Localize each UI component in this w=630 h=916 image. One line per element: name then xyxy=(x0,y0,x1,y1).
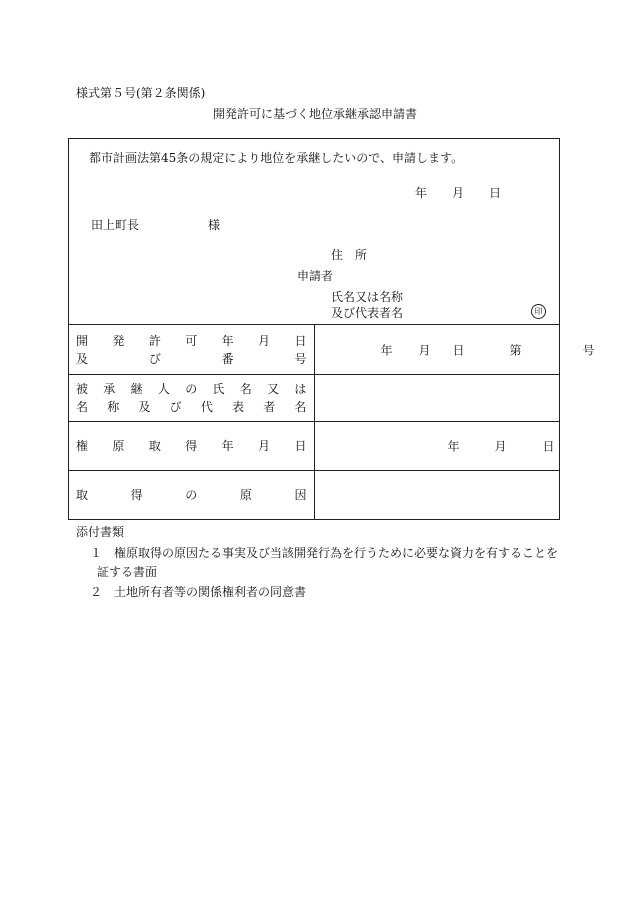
acquisition-cause-value-cell[interactable] xyxy=(314,471,560,520)
acquisition-year-label: 年 xyxy=(447,439,460,454)
attachments-title: 添付書類 xyxy=(76,525,125,539)
acquisition-date-label: 権 原 取 得 年 月 日 xyxy=(76,439,307,453)
form-code: 様式第５号(第２条関係) xyxy=(76,86,206,100)
acquisition-cause-label-cell xyxy=(69,471,315,520)
acquisition-cause-label: 取 得 の 原 因 xyxy=(76,488,307,502)
predecessor-label-line2: 名 称 及 び 代 表 者 名 xyxy=(76,400,307,414)
date-month-label: 月 xyxy=(452,186,465,200)
permit-year-label: 年 xyxy=(380,343,393,357)
acquisition-month-label: 月 xyxy=(494,439,507,454)
addressee: 田上町長 xyxy=(91,218,140,232)
permit-go-label: 号 xyxy=(582,343,595,357)
honorific: 様 xyxy=(208,218,221,232)
address-label: 住 所 xyxy=(331,248,368,262)
permit-row xyxy=(69,325,560,375)
acquisition-day-label: 日 xyxy=(542,439,555,454)
predecessor-value-cell[interactable] xyxy=(314,375,560,422)
applicant-section xyxy=(69,139,560,325)
application-statement: 都市計画法第45条の規定により地位を承継したいので、申請します。 xyxy=(89,151,464,165)
date-day-label: 日 xyxy=(489,186,502,200)
attachment-item-1: １ 権原取得の原因たる事実及び当該開発行為を行うために必要な資力を有することを xyxy=(90,546,559,560)
acquisition-cause-row xyxy=(69,471,560,520)
acquisition-date-value-cell[interactable] xyxy=(314,422,560,471)
predecessor-row xyxy=(69,375,560,422)
application-form-table xyxy=(68,138,595,520)
permit-label-line2: 及 び 番 号 xyxy=(76,351,307,366)
permit-label-line1: 開 発 許 可 年 月 日 xyxy=(76,333,307,348)
applicant-label: 申請者 xyxy=(297,269,334,283)
seal-mark-icon: 印 xyxy=(531,304,546,319)
document-title: 開発許可に基づく地位承継承認申請書 xyxy=(212,107,417,121)
permit-value-cell[interactable] xyxy=(314,325,595,375)
acquisition-date-row xyxy=(69,422,560,471)
attachment-item-2: ２ 土地所有者等の関係権利者の同意書 xyxy=(90,585,307,599)
permit-month-label: 月 xyxy=(418,343,431,357)
permit-label-cell xyxy=(69,325,315,375)
name-label-line2: 及び代表者名 xyxy=(331,306,404,320)
name-label-line1: 氏名又は名称 xyxy=(331,290,404,304)
attachment-item-1-continued: 証する書面 xyxy=(97,565,158,579)
applicant-cell xyxy=(69,139,560,325)
predecessor-label-line1: 被 承 継 人 の 氏 名 又 は xyxy=(76,382,307,396)
predecessor-label-cell xyxy=(69,375,315,422)
acquisition-date-label-cell xyxy=(69,422,315,471)
permit-day-label: 日 xyxy=(452,343,465,357)
permit-dai-label: 第 xyxy=(509,343,522,357)
date-year-label: 年 xyxy=(415,186,428,200)
